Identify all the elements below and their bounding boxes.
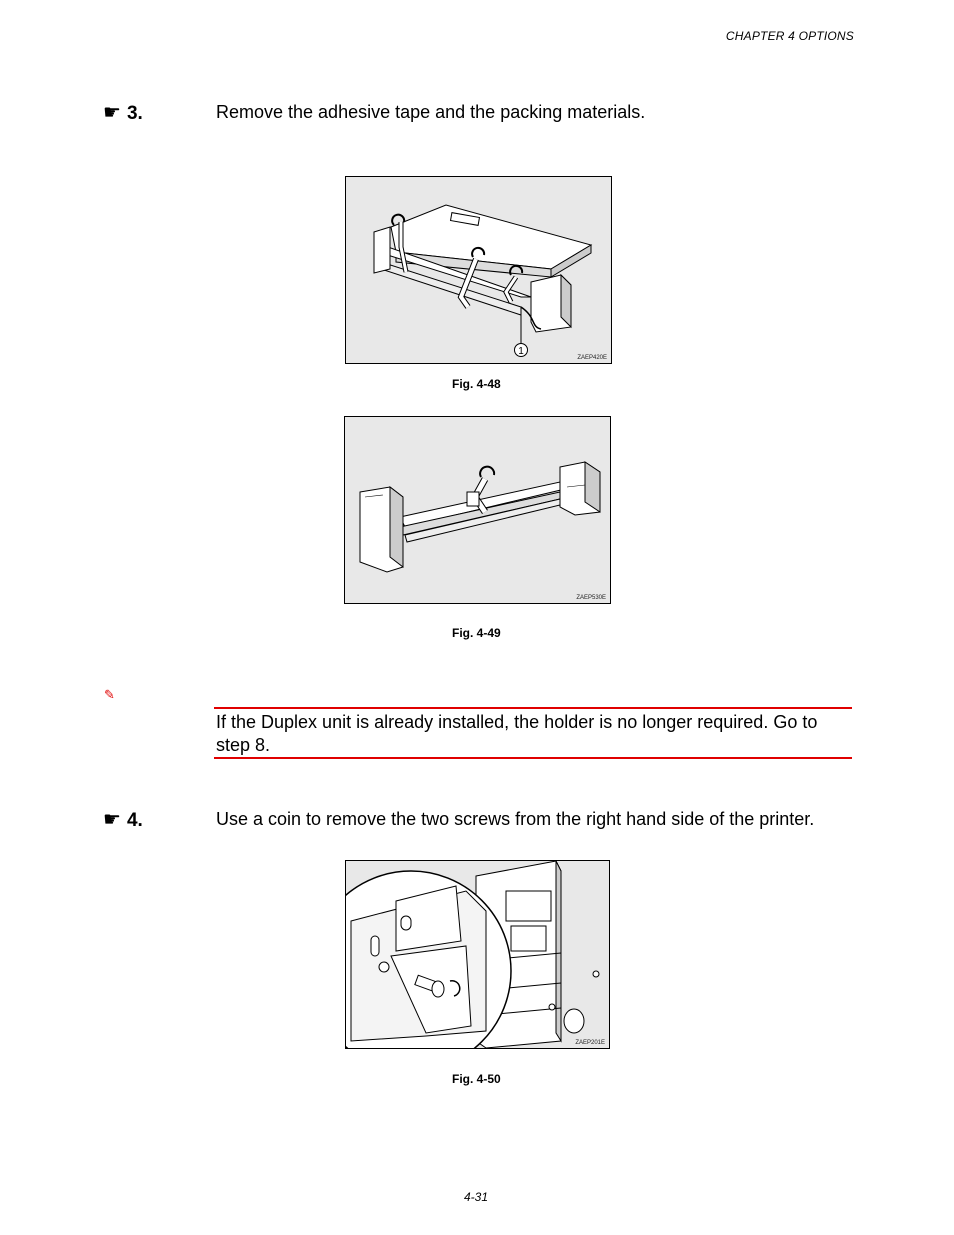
figure-4-49-image [344,416,611,604]
step-4-marker [103,807,143,832]
step-number: 3. [126,103,143,124]
page-number: 4-31 [464,1190,489,1204]
step-3-text: Remove the adhesive tape and the packing materials. [216,102,646,122]
figure-code: ZAEP201E [575,1040,605,1046]
figure-4-48-image [345,176,612,364]
step-number: 4. [126,810,143,831]
figure-code: ZAEP530E [576,595,606,601]
note-bottom-rule [214,757,852,759]
figure-4-49-caption: Fig. 4-49 [452,626,501,640]
figure-4-48-caption: Fig. 4-48 [452,377,501,391]
step-4-text: Use a coin to remove the two screws from the right hand side of the printer. [216,809,815,829]
figure-4-50-caption: Fig. 4-50 [452,1072,501,1086]
note-text: If the Duplex unit is already installed, the holder is no longer required. Go to step 8. [216,712,818,755]
chapter-header: CHAPTER 4 OPTIONS [725,29,854,43]
pointing-hand-icon: ☛ [103,102,121,124]
pointing-hand-icon: ☛ [103,809,121,831]
figure-code: ZAEP420E [577,355,607,361]
callout-1: 1 [518,346,524,357]
note-top-rule [214,707,852,709]
figure-4-50-image [345,860,610,1049]
note-icon: ✎ [104,687,115,702]
step-3-marker [103,100,143,125]
